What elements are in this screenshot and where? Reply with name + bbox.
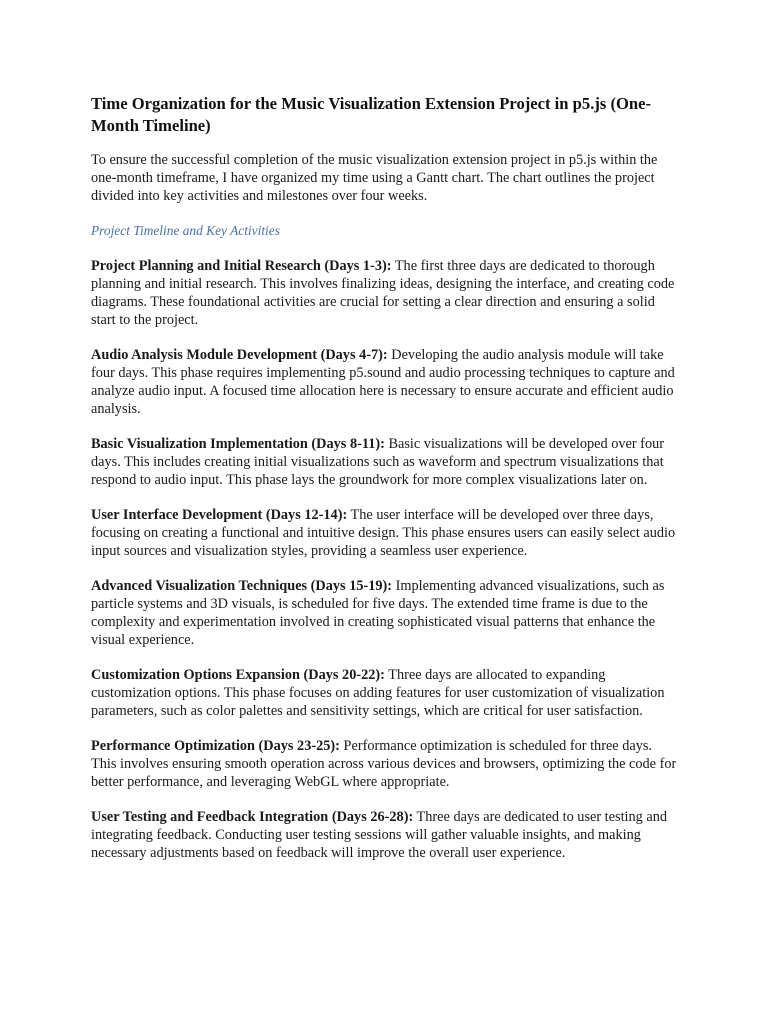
activity-paragraph bbox=[91, 808, 679, 862]
document-title: Time Organization for the Music Visualization Extension Project in p5.js (One-Month Timeline) bbox=[91, 94, 652, 135]
intro-paragraph: To ensure the successful completion of the music visualization extension project in p5.js within the one-month timeframe, I have organized my time using a Gantt chart. The chart outlines the project divided into key activities and milestones over four weeks. bbox=[91, 152, 658, 204]
activity-label: Advanced Visualization Techniques (Days 15-19): bbox=[91, 578, 393, 594]
activity-label: Performance Optimization (Days 23-25): bbox=[91, 738, 340, 754]
activity-paragraph bbox=[91, 257, 679, 329]
activity-text: Three days are allocated to expanding customization options. This phase focuses on adding features for user customization of visualization parameters, such as color palettes and sensitivity settings, which are critical for user satisfaction. bbox=[91, 667, 665, 719]
activity-label: User Testing and Feedback Integration (Days 26-28): bbox=[91, 809, 414, 825]
activity-label: User Interface Development (Days 12-14): bbox=[91, 507, 348, 523]
activity-label: Customization Options Expansion (Days 20-22): bbox=[91, 667, 385, 683]
activity-label: Basic Visualization Implementation (Days 8-11): bbox=[91, 436, 385, 452]
activity-paragraph bbox=[91, 435, 679, 489]
activity-text: The user interface will be developed over three days, focusing on creating a functional and intuitive design. This phase ensures users can easily select audio input sources and visualization styles, providing a seamless user experience. bbox=[91, 507, 676, 559]
activity-label: Audio Analysis Module Development (Days 4-7): bbox=[91, 347, 388, 363]
activity-text: Basic visualizations will be developed over four days. This includes creating initial visualizations such as waveform and spectrum visualizations that respond to audio input. This phase lays the groundwork for more complex visualizations later on. bbox=[91, 436, 665, 488]
activity-paragraph bbox=[91, 577, 679, 649]
activity-paragraph bbox=[91, 737, 679, 791]
activity-text: Implementing advanced visualizations, such as particle systems and 3D visuals, is scheduled for five days. The extended time frame is due to the complexity and experimentation involved in creating sophisticated visual patterns that enhance the visual experience. bbox=[91, 578, 665, 648]
document-page bbox=[91, 93, 679, 879]
activity-label: Project Planning and Initial Research (Days 1-3): bbox=[91, 258, 392, 274]
activity-paragraph bbox=[91, 666, 679, 720]
activity-text: Developing the audio analysis module will take four days. This phase requires implementing p5.sound and audio processing techniques to capture and analyze audio input. A focused time allocation here is necessary to ensure accurate and efficient audio analysis. bbox=[91, 347, 675, 417]
activity-text: Three days are dedicated to user testing and integrating feedback. Conducting user testing sessions will gather valuable insights, and making necessary adjustments based on feedback will improve the overall user experience. bbox=[91, 809, 668, 861]
activity-text: Performance optimization is scheduled for three days. This involves ensuring smooth operation across various devices and browsers, optimizing the code for better performance, and leveraging WebGL where appropriate. bbox=[91, 738, 677, 790]
section-heading: Project Timeline and Key Activities bbox=[91, 223, 280, 238]
activity-paragraph bbox=[91, 506, 679, 560]
activity-paragraph bbox=[91, 346, 679, 418]
activity-text: The first three days are dedicated to thorough planning and initial research. This involves finalizing ideas, designing the interface, and creating code diagrams. These foundational activities are crucial for setting a clear direction and ensuring a solid start to the project. bbox=[91, 258, 675, 328]
